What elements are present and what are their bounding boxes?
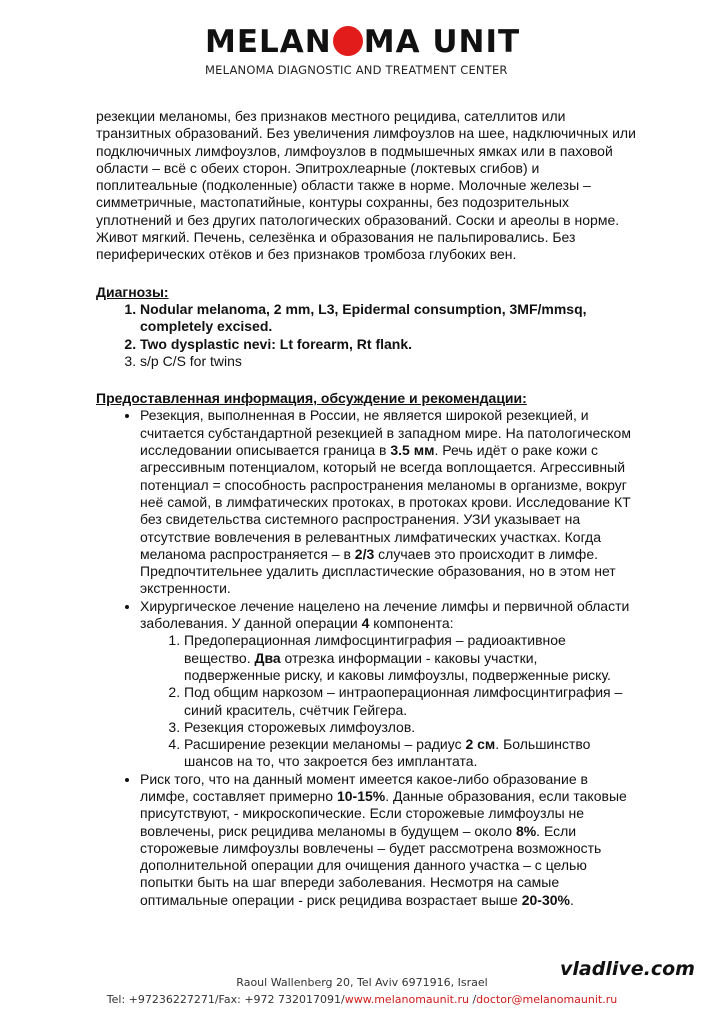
bold-value: Два bbox=[254, 649, 281, 666]
bold-value: 3.5 мм bbox=[390, 442, 435, 459]
text-run: отрезка информации - каковы участки, подверженные риску, и каковы лимфоузлы, подверженные риску. bbox=[184, 649, 611, 683]
bold-value: 2 см bbox=[465, 736, 496, 753]
text-run: случаев это происходит в лимфе. Предпочтительнее удалить диспластические образования, но в этом нет экстренности. bbox=[140, 545, 616, 597]
bold-value: 8% bbox=[515, 822, 537, 839]
header bbox=[0, 0, 724, 90]
text-run: Хирургическое лечение нацелено на лечение лимфы и первичной области заболевания. У данной операции bbox=[140, 597, 630, 632]
recommendation-item bbox=[140, 598, 636, 771]
bold-value: 4 bbox=[361, 615, 370, 632]
text-run: Расширение резекции меланомы – радиус bbox=[184, 736, 466, 753]
diagnoses-title: Диагнозы: bbox=[96, 283, 169, 300]
recommendation-item bbox=[140, 771, 636, 909]
watermark: vladlive.com bbox=[560, 958, 695, 980]
bold-value: 2/3 bbox=[354, 545, 375, 562]
text-run: . Речь идёт о раке кожи с агрессивным потенциалом, который не всегда воплощается. Агрессивный потенциал = способность распространения меланомы в организме, вокруг неё самой, в лимфатических протоках, в протоках крови. Исследование КТ без свидетельства системного распространения. УЗИ указывает на отсутствие вовлечения в релевантных лимфатических участках. Когда меланома распространяется – в bbox=[140, 442, 631, 562]
footer-separator: / bbox=[468, 993, 477, 1006]
recommendation-item bbox=[140, 407, 636, 597]
bold-value: 10-15% bbox=[336, 787, 386, 804]
bold-value: 20-30% bbox=[521, 891, 570, 908]
surgery-steps-list bbox=[140, 632, 636, 770]
surgery-step bbox=[184, 736, 636, 771]
text-run: компонента: bbox=[369, 615, 454, 632]
email-link[interactable]: doctor@melanomaunit.ru bbox=[476, 993, 618, 1006]
diagnosis-item: 1. Nodular melanoma, 2 mm, L3, Epidermal consumption, 3MF/mmsq, completely excised. bbox=[140, 301, 636, 336]
company-logo bbox=[205, 22, 525, 62]
text-run: Риск того, что на данный момент имеется какое-либо образование в лимфе, составляет примерно bbox=[140, 770, 588, 804]
logo-text-left: MELAN bbox=[205, 24, 332, 60]
recommendations-title: Предоставленная информация, обсуждение и рекомендации: bbox=[96, 390, 527, 407]
surgery-step bbox=[184, 632, 636, 684]
text-run: . bbox=[569, 891, 574, 908]
text-run: . Если сторожевые лимфоузлы вовлечены – будет рассмотрена возможность дополнительной операции для очищения данного участка – с целью попытки быть на шаг впереди заболевания. Несмотря на самые оптимальные операции - риск рецидива возрастает выше bbox=[140, 822, 602, 908]
text-run: . Большинство шансов на то, что закроется без имплантата. bbox=[184, 736, 591, 770]
logo-text-right: MA UNIT bbox=[363, 24, 521, 60]
document-body bbox=[96, 108, 636, 909]
logo-red-dot bbox=[333, 26, 363, 56]
intro-paragraph: резекции меланомы, без признаков местного рецидива, сателлитов или транзитных образований. Без увеличения лимфоузлов на шее, надключичных или подключичных лимфоузлов, лимфоузлов в подмышечных ямках или в паховой области – всё с обеих сторон. Эпитрохлеарные (локтевых сгибов) и поплитеальные (подколенные) области также в норме. Молочные железы – симметричные, мастопатийные, контуры сохранны, без подозрительных уплотнений и без других патологических образований. Соски и ареолы в норме. Живот мягкий. Печень, селезёнка и образования не пальпировались. Без периферических отёков и без признаков тромбоза глубоких вен. bbox=[96, 108, 636, 263]
text-run: Резекция, выполненная в России, не является широкой резекцией, и считается субстандартной резекцией в западном мире. На патологическом исследовании описывается граница в bbox=[140, 407, 631, 459]
surgery-step bbox=[184, 719, 636, 736]
website-link[interactable]: www.melanomaunit.ru bbox=[344, 993, 469, 1006]
logo-subtitle: MELANOMA DIAGNOSTIC AND TREATMENT CENTER bbox=[205, 63, 508, 77]
text-run: Под общим наркозом – интраоперационная лимфосцинтиграфия – синий краситель, счётчик Гейгера. bbox=[184, 684, 623, 718]
text-run: . Данные образования, если таковые присутствуют, - микроскопические. Если сторожевые лимфоузлы не вовлечены, риск рецидива меланомы в будущем – около bbox=[140, 787, 627, 839]
footer-phones: Tel: +97236227271/Fax: +972 732017091/ bbox=[106, 993, 345, 1006]
text-run: Резекция сторожевых лимфоузлов. bbox=[184, 718, 416, 735]
footer-address: Raoul Wallenberg 20, Tel Aviv 6971916, Israel bbox=[236, 976, 488, 989]
diagnosis-item: 3. s/p C/S for twins bbox=[140, 353, 636, 370]
text-run: Предоперационная лимфосцинтиграфия – радиоактивное вещество. bbox=[184, 632, 566, 666]
recommendations-list bbox=[96, 407, 636, 909]
surgery-step bbox=[184, 684, 636, 719]
diagnosis-item: 2. Two dysplastic nevi: Lt forearm, Rt flank. bbox=[140, 336, 636, 353]
footer-contacts bbox=[0, 993, 724, 1006]
diagnoses-list bbox=[96, 301, 636, 370]
